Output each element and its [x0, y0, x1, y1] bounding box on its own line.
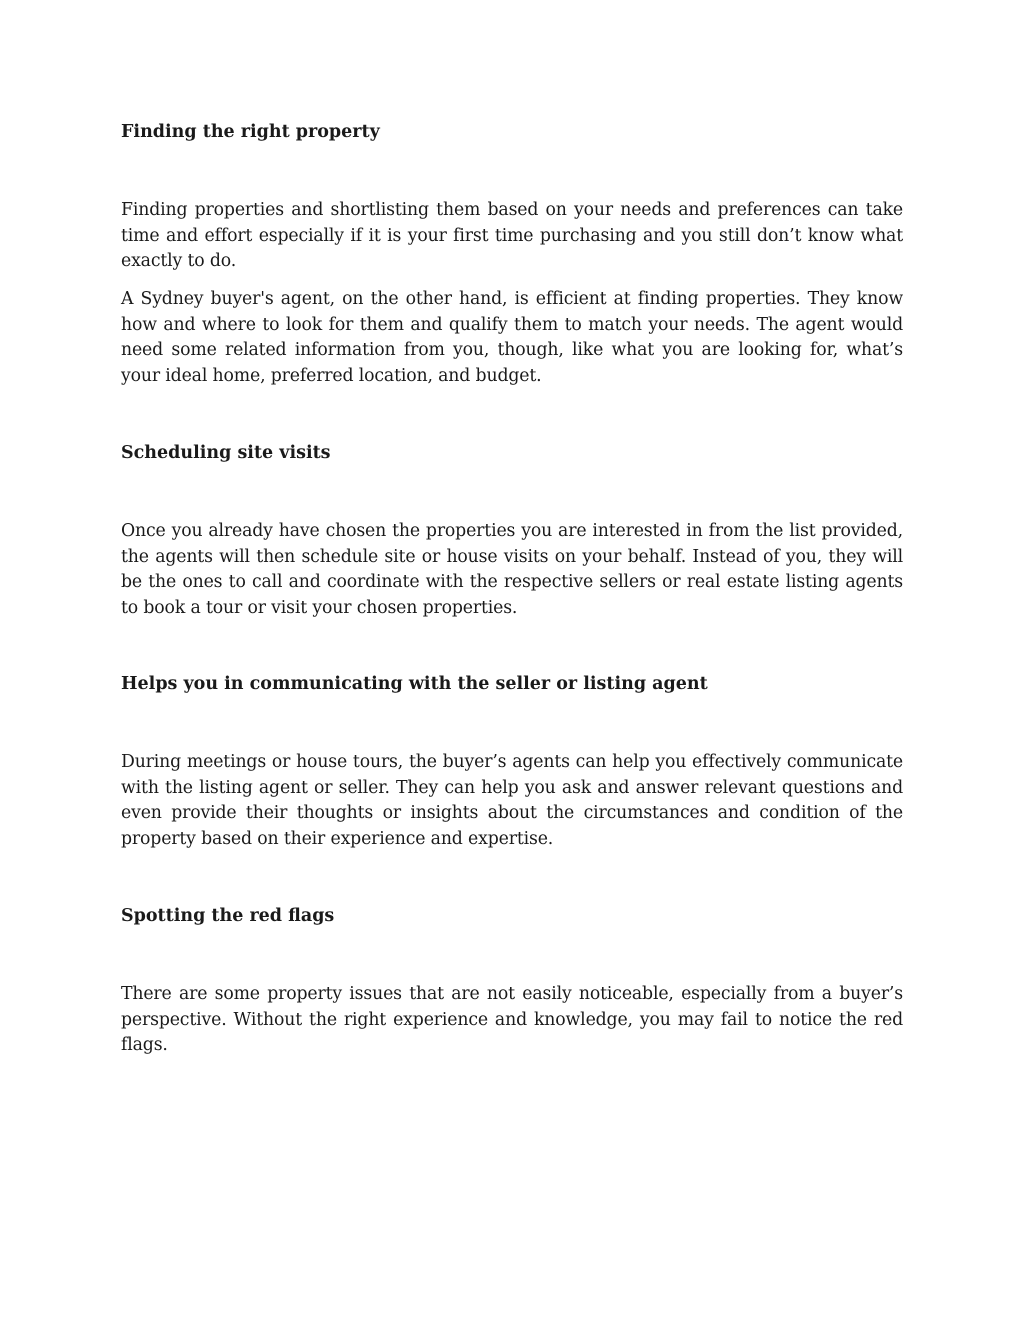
section-heading-red-flags: Spotting the red flags — [121, 906, 335, 926]
paragraph-red-flags: There are some property issues that are not easily noticeable, especially from a buyer’s perspective. Without the right experience and knowledge, you may fail to notice the red flags. — [121, 984, 903, 1055]
paragraph-site-visits: Once you already have chosen the properties you are interested in from the list provided, the agents will then schedule site or house visits on your behalf. Instead of you, they will be the ones to call and coordinate with the respective sellers or real estate listing agents to book a tour or visit your chosen properties. — [121, 521, 903, 618]
paragraph-finding-property-1: Finding properties and shortlisting them based on your needs and preferences can take time and effort especially if it is your first time purchasing and you still don’t know what exactly to do. — [121, 200, 903, 271]
section-heading-site-visits: Scheduling site visits — [121, 443, 331, 463]
section-heading-communicating: Helps you in communicating with the seller or listing agent — [121, 674, 708, 694]
section-heading-finding-property: Finding the right property — [121, 122, 380, 142]
paragraph-communicating: During meetings or house tours, the buyer’s agents can help you effectively communicate with the listing agent or seller. They can help you ask and answer relevant questions and even provide their thoughts or insights about the circumstances and condition of the property based on their experience and expertise. — [121, 752, 903, 849]
paragraph-finding-property-2: A Sydney buyer's agent, on the other hand, is efficient at finding properties. They know how and where to look for them and qualify them to match your needs. The agent would need some related information from you, though, like what you are looking for, what’s your ideal home, preferred location, and budget. — [121, 289, 903, 386]
